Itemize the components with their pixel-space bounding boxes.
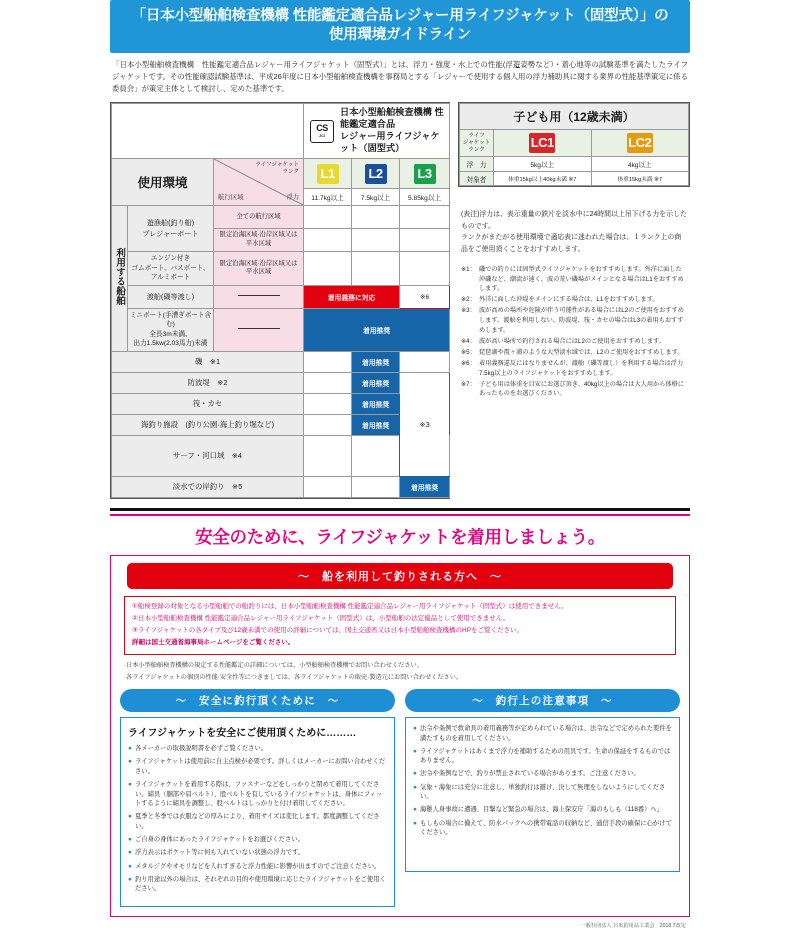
cell-surf-l1 <box>304 435 352 476</box>
child-table-title: 子ども用（12歳未満） <box>460 104 689 130</box>
left-column-title: ～ 安全に釣行頂くために ～ <box>120 689 395 712</box>
cs-badge-bottom: JCI <box>318 132 326 138</box>
footnote-key: ※4： <box>461 337 476 345</box>
rank-axis-label: ライフジャケット ランク <box>255 162 300 176</box>
footnote-key: ※2： <box>461 296 476 304</box>
axis-slash-cell <box>214 159 304 206</box>
boat-name-line2: プレジャーボート <box>142 229 199 238</box>
child-target-row <box>460 172 689 186</box>
env-name-surf: サーフ・河口域 ※4 <box>112 435 304 476</box>
list-item <box>413 769 672 779</box>
bullet-text: 海難人身事故に遭遇、目撃など緊急の場合は、海上保安庁「海のもしも（118番）へ」 <box>420 806 664 814</box>
footnote-key: ※7： <box>461 380 476 388</box>
cell-fac-l2: 着用推奨 <box>352 414 400 435</box>
boat-note-2: ②日本小型船舶検査機構 性能鑑定適合品レジャー用ライフジャケット（固型式）は、小型船舶の法定備品として使用できません。 <box>132 615 510 623</box>
list-item <box>128 757 387 776</box>
cell-raft-l2: 着用推奨 <box>352 393 400 414</box>
cs-jci-badge-icon <box>310 120 334 143</box>
bullet-text: 各メーカーの取扱説明書を必ずご覧ください。 <box>135 744 268 752</box>
bullet-text: 法令や条例などで、釣りが禁止されている場合があります。ご注意ください。 <box>420 770 640 778</box>
env-name-iso: 磯 ※1 <box>112 351 304 372</box>
child-title-row <box>460 104 689 130</box>
child-buoyancy-label: 浮 力 <box>460 157 494 172</box>
bullet-text: ライフジャケットはあくまで浮力を補助するための用具です。生命の保証をするものではありません。 <box>420 747 671 765</box>
cell-r0-l3 <box>400 206 450 229</box>
cell-iso-l3 <box>400 351 450 372</box>
boat-section-notes <box>124 596 676 655</box>
rank-label-l1: L1 <box>317 164 339 184</box>
cell-r2-l3 <box>400 252 450 286</box>
boat-name-line2: 全長3m未満、 <box>149 330 192 338</box>
table-row <box>112 372 450 393</box>
boat-note-detail-link[interactable]: 詳細は国土交通省海事局ホームページをご覧ください。 <box>132 638 295 646</box>
boat-name-engine <box>128 252 214 286</box>
safety-panel <box>110 555 690 916</box>
dash-mark-icon <box>238 295 280 296</box>
page-title-line2: 使用環境ガイドライン <box>328 27 472 44</box>
cell-iso-l2: 着用推奨 <box>352 351 400 372</box>
boat-note-3: ③ライフジャケットの各タイプ及び12歳未満での使用の詳細については、国土交通省又は日本小型船舶検査機構のHPをご覧ください。 <box>132 626 524 634</box>
list-item <box>128 875 387 894</box>
safety-slogan: 安全のために、ライフジャケットを着用しましょう。 <box>195 527 605 548</box>
boat-name-line1: ミニボート(手漕ぎボート含む) <box>129 311 212 329</box>
bullet-icon: ● <box>413 724 417 732</box>
env-name-breakwater: 防波堤 ※2 <box>112 372 304 393</box>
cell-bw-l2: 着用推奨 <box>352 372 400 393</box>
footnote-key: ※5： <box>461 348 476 356</box>
publisher-credit: 一般社団法人 日本釣用品工業会 2018.7改定 <box>580 922 686 929</box>
child-rank-row-label: ライフ ジャケット ランク <box>460 130 494 157</box>
bullet-icon: ● <box>413 770 417 778</box>
area-dash-1 <box>214 285 304 308</box>
boat-name-line2: ゴムボート、バスボート、 <box>131 264 210 272</box>
two-column-region <box>120 689 680 907</box>
bullet-icon: ● <box>128 849 132 857</box>
left-advice-column <box>120 689 395 907</box>
footnote-4 <box>461 337 687 347</box>
rank-label-lc2: LC2 <box>627 133 653 153</box>
rank-badge-l1 <box>304 159 352 189</box>
footnote-list <box>461 265 687 400</box>
footnote-6 <box>461 359 687 378</box>
bullet-icon: ● <box>128 813 132 821</box>
area-limited-2: 限定沿海区域·沿岸区域又は 平水区域 <box>214 252 304 286</box>
child-target-label: 対象者 <box>460 172 494 186</box>
footnote-key: ※6： <box>461 360 476 367</box>
boat-name-ferry <box>128 285 214 308</box>
table-row <box>112 252 450 286</box>
page-title-line1: 「日本小型船舶検査機構 性能鑑定適合品レジャー用ライフジャケット（固型式）」の <box>131 8 669 24</box>
footnote-text: 子ども用は体重を目安にお選び頂き、40kg以上の場合は大人用から体格にあったものをお選びください。 <box>479 380 684 398</box>
cell-miniboat-recommend: 着用推奨 <box>304 308 450 351</box>
child-buoyancy-lc1: 5kg以上 <box>494 157 592 172</box>
rank-label-l3: L3 <box>414 164 436 184</box>
cell-ferry-note6: ※6 <box>400 285 450 308</box>
bullet-icon: ● <box>413 819 417 827</box>
list-item <box>128 744 387 754</box>
child-target-lc1: 体重15kg以上40kg未満 ※7 <box>494 172 592 186</box>
table-note-buoyancy: (表注)浮力は、表示重量の鉄片を淡水中に24時間以上吊下げる力を示したものです。 <box>461 211 687 230</box>
bullet-text: ライフジャケットを着用する際は、ファスナーなどをしっかりと閉めて着用してください。締具（胴部や肩ベルト）、股ベルトを有しているライフジャケットは、身体にフィットするように締具を調整し、股ベルトはしっかりと付け着用してください。 <box>135 780 383 808</box>
divider-dark <box>110 508 690 511</box>
buoyancy-l2: 7.5kg以上 <box>352 189 400 206</box>
cell-r0-l1 <box>304 206 352 229</box>
cell-fac-l1 <box>304 414 352 435</box>
navigation-area-label: 航行区域 <box>218 194 244 202</box>
bullet-text: ご自身の身体にあったライフジャケットをお選びください。 <box>135 835 304 843</box>
cell-r2-l2 <box>352 252 400 286</box>
cs-text-line2: レジャー用ライフジャケット（固型式） <box>340 131 440 154</box>
footnote-3 <box>461 306 687 335</box>
list-item <box>128 848 387 858</box>
cell-ferry-obligation: 着用義務に対応 <box>304 285 400 308</box>
boat-name-pleasure <box>128 206 214 252</box>
footnote-1 <box>461 265 687 294</box>
bullet-icon: ● <box>128 875 132 883</box>
usage-environment-header: 使用環境 <box>112 159 214 206</box>
table-row <box>112 414 450 435</box>
bullet-icon: ● <box>128 758 132 766</box>
cell-iso-l1 <box>304 351 352 372</box>
env-name-raft: 筏・カセ <box>112 393 304 414</box>
bullet-text: 夏季と冬季では衣服などの厚みにより、着用サイズは変化します。都度調整してください。 <box>135 813 380 830</box>
boat-name-line3: 出力1.5kw(2.03馬力)未満 <box>133 340 208 348</box>
footnote-text: 波が高めの場所や危険が伴う可能性がある場合にはL2のご使用をおすすめします。渡船を利用しない、防波堤、筏・カセの場合はL3の着用もおすすめします。 <box>479 307 684 334</box>
cs-title-cell <box>112 104 304 159</box>
area-limited-1: 限定沿海区域·沿岸区域又は 平水区域 <box>214 229 304 252</box>
buoyancy-axis-label: 浮力 <box>286 194 300 202</box>
dash-mark-icon <box>238 328 280 329</box>
child-rank-badge-lc1 <box>494 130 592 157</box>
footnote-text: 着用義務違反にはなりませんが、渡船（磯等渡し）を利用する場合は浮力7.5kg以上のライフジャケットをおすすめします。 <box>479 360 684 377</box>
bullet-text: 釣り用途以外の場合は、それぞれの目的や使用環境に応じたライフジャケットをご使用ください。 <box>135 875 386 893</box>
list-item <box>128 835 387 845</box>
child-rank-row <box>460 130 689 157</box>
cell-r0-l2 <box>352 206 400 229</box>
gray-notes <box>124 661 676 682</box>
env-name-freshwater: 淡水での岸釣り ※5 <box>112 476 304 497</box>
child-buoyancy-row <box>460 157 689 172</box>
bullet-text: 気象・海象には充分に注意し、単独釣行は避け、決して無理をしないようにしてください。 <box>420 783 666 801</box>
bullet-icon: ● <box>413 783 417 791</box>
env-name-sea-facility: 海釣り施設 (釣り公園·海上釣り堀など) <box>112 414 304 435</box>
cell-r1-l1 <box>304 229 352 252</box>
tables-region <box>110 102 690 499</box>
bullet-icon: ● <box>128 780 132 788</box>
cell-r2-l1 <box>304 252 352 286</box>
bullet-icon: ● <box>413 747 417 755</box>
right-advice-column <box>405 689 680 907</box>
footnote-key: ※3： <box>461 307 476 315</box>
bullet-icon: ● <box>128 835 132 843</box>
rank-label-lc1: LC1 <box>529 133 555 153</box>
cs-text-line1: 日本小型船舶検査機構 性能鑑定適合品 <box>340 107 444 130</box>
boat-note-1: ①船検登録の対象となる小型船舶での船釣りには、日本小型船舶検査機構 性能鑑定適合品レジャー用ライフジャケット（固型式）は使用できません。 <box>132 603 568 611</box>
left-column-body <box>120 717 395 907</box>
footnote-7 <box>461 380 687 399</box>
bullet-text: もしもの場合に備えて、防水パックへの携帯電話の収納など、通信手段の確保に心がけてください。 <box>420 819 672 837</box>
cell-fw-l1 <box>304 476 352 497</box>
table-note-rank: ランクがまたがる使用環境で適応表に迷われた場合は、１ランク上の商品をご使用頂くことをおすすめします。 <box>461 234 682 253</box>
rank-header-row <box>112 159 450 189</box>
cell-r1-l3 <box>400 229 450 252</box>
child-target-lc2: 体重15kg未満 ※7 <box>591 172 689 186</box>
bullet-icon: ● <box>128 744 132 752</box>
left-column-heading: ライフジャケットを安全にご使用頂くために……… <box>128 727 357 739</box>
boat-name-line1: 遊漁船(釣り船) <box>146 219 195 228</box>
page-title <box>110 0 690 53</box>
boat-name-line1: エンジン付き <box>150 255 191 263</box>
table-row <box>112 285 450 308</box>
right-column-region <box>458 102 690 400</box>
bullet-text: 法令や条例で救命具の着用義務等が定められている場合は、法令などで定められた要件を満たすものを着用してください。 <box>420 724 672 742</box>
bullet-text: メタルジグやオモリなどを入れすぎると浮力性能に影響が出ますのでご注意ください。 <box>135 862 381 870</box>
main-compatibility-table <box>110 102 457 499</box>
rank-badge-l3 <box>400 159 450 189</box>
table-row <box>112 308 450 351</box>
cell-bw-l1 <box>304 372 352 393</box>
buoyancy-l3: 5.85kg以上 <box>400 189 450 206</box>
list-item <box>413 747 672 766</box>
footnote-text: 外洋に面した沖堤をメインにする場合は、L1をおすすめします。 <box>479 296 659 304</box>
list-item <box>413 724 672 743</box>
rank-label-l2: L2 <box>365 164 387 184</box>
cell-fw-l3: 着用推奨 <box>400 476 450 497</box>
rank-badge-l2 <box>352 159 400 189</box>
bullet-text: 浮力表示はポケット等に何も入れていない状態の浮力です。 <box>135 849 305 857</box>
list-item <box>413 819 672 838</box>
child-table <box>458 102 690 187</box>
bullet-icon: ● <box>128 862 132 870</box>
footnote-5 <box>461 348 687 358</box>
cell-surf-l2 <box>352 435 400 476</box>
cell-fw-l2 <box>352 476 400 497</box>
vertical-boat-label <box>112 206 128 352</box>
guideline-sheet <box>110 0 690 929</box>
cs-badge-top: CS <box>316 123 328 134</box>
right-column-title: ～ 釣行上の注意事項 ～ <box>405 689 680 712</box>
buoyancy-l1: 11.7kg以上 <box>304 189 352 206</box>
child-rank-badge-lc2 <box>591 130 689 157</box>
area-dash-2 <box>214 308 304 351</box>
area-all: 全ての航行区域 <box>214 206 304 229</box>
boat-name-line3: アルミボート <box>150 274 191 282</box>
table-row <box>112 206 450 229</box>
cs-header-row <box>112 104 450 159</box>
table-row <box>112 476 450 497</box>
footnote-text: 波が高い場所で釣行される場合にはL2のご使用をおすすめします。 <box>479 337 665 345</box>
right-column-body <box>405 717 680 872</box>
table-row <box>112 393 450 414</box>
bullet-text: ライフジャケットは使用前に自主点検が必要です。詳しくはメーカーにお問い合わせください。 <box>135 758 386 775</box>
footnote-key: ※1： <box>461 266 476 274</box>
cell-note3-merged: ※3 <box>400 372 450 476</box>
list-item <box>413 805 672 815</box>
gray-note-2: ·各ライフジャケットの個別の性能·安全性等につきましては、各ライフジャケットの販売·製造元にお問い合わせください。 <box>124 673 463 681</box>
footnote-2 <box>461 295 687 305</box>
boat-name-miniboat <box>128 308 214 351</box>
divider-pink <box>110 514 690 517</box>
list-item <box>128 862 387 872</box>
cs-mark-cell <box>304 104 450 159</box>
child-buoyancy-lc2: 4kg以上 <box>591 157 689 172</box>
gray-note-1: ·日本小型船舶検査機構の規定する性能鑑定の詳細については、小型船舶検査機構でお問い合わせください。 <box>124 662 423 670</box>
list-item <box>413 783 672 802</box>
list-item <box>128 780 387 809</box>
table-row: サーフ・河口域 ※4 着用推奨 <box>112 435 450 476</box>
cell-raft-l1 <box>304 393 352 414</box>
list-item <box>128 812 387 831</box>
bullet-icon: ● <box>413 806 417 814</box>
cell-r1-l2 <box>352 229 400 252</box>
vertical-boat-label-text: 利用する船舶 <box>114 248 126 306</box>
footnote-text: 琵琶湖や霞ヶ浦のような大型淡水域では、L2のご使用をおすすめします。 <box>479 348 684 356</box>
boat-name-line1: 渡船(磯等渡し) <box>146 292 195 301</box>
table-row <box>112 351 450 372</box>
footnote-text: 磯での釣りには固型式ライフジャケットをおすすめします。外洋に面した沖磯など、潮流が速く、波の荒い磯場がメインとなる場合はL1をおすすめします。 <box>479 266 684 293</box>
boat-section-title: ～ 船を利用して釣りされる方へ ～ <box>127 563 673 589</box>
intro-paragraph: 「日本小型船舶検査機構 性能鑑定適合品レジャー用ライフジャケット（固型式）」とは、浮力・強度・水上での性能(浮遊姿勢など）・着心地等の試験基準を満たしたライフジャケットです。その性能確認試験基準は、平成26年度に日本小型船舶検査機構を事務局とする「レジャーで使用する個人用の浮力補助具に関する業界の性能基準策定に係る委員会」が策定主体として検討し、定めた基準です。 <box>112 60 688 94</box>
